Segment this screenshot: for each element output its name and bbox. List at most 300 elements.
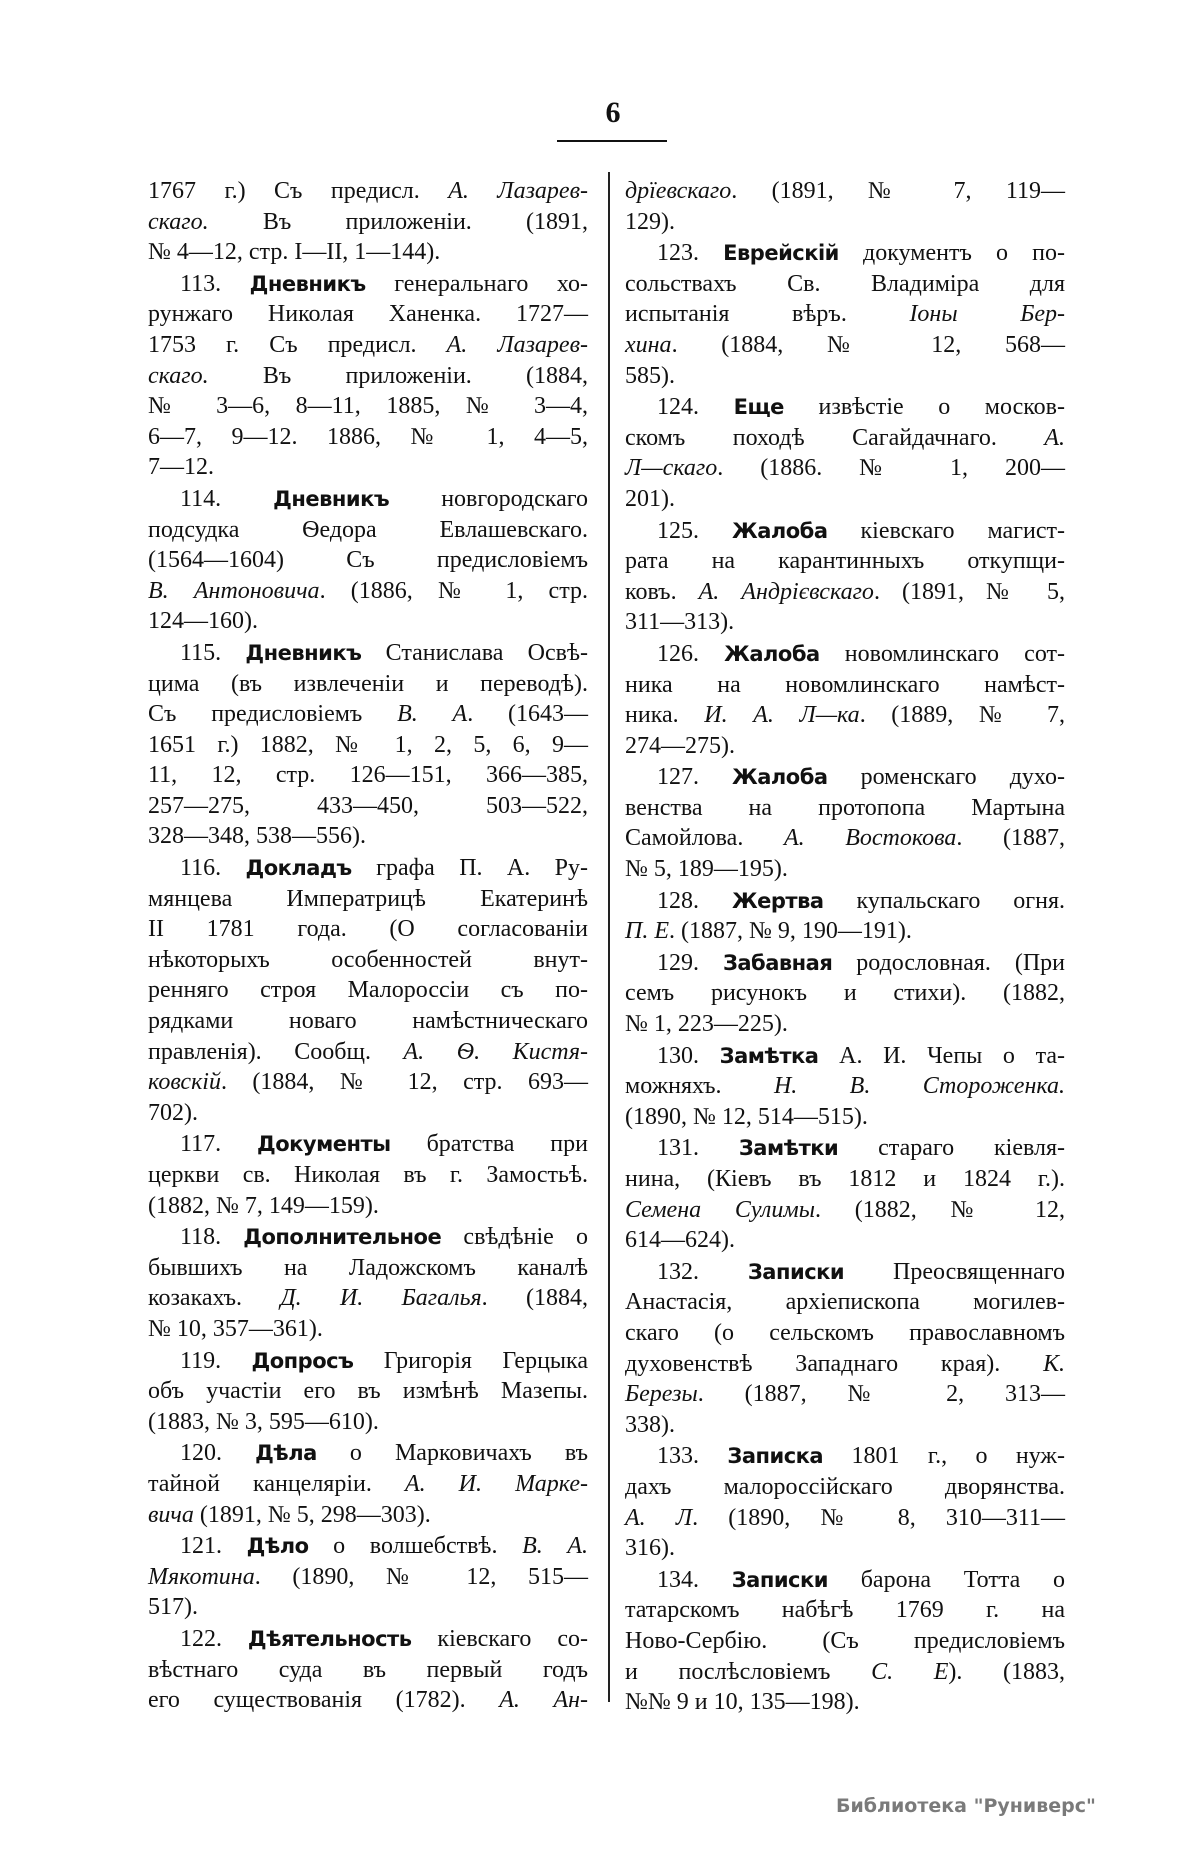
- author-name: Мякотина: [148, 1563, 255, 1590]
- author-name: А. Востокова: [783, 825, 957, 852]
- text-line: [625, 1041, 1065, 1072]
- entry-title: Докладъ: [245, 856, 352, 881]
- text-line: [625, 484, 1065, 515]
- text-line: [625, 1225, 1065, 1256]
- entry-title: Еврейскій: [723, 241, 839, 266]
- entry-text: Самойлова.: [625, 825, 784, 852]
- text-line: [148, 361, 588, 392]
- entry-text: 316).: [625, 1535, 675, 1562]
- entry-text: 131.: [657, 1135, 739, 1162]
- entry-text: 130.: [657, 1042, 720, 1069]
- author-name: А. Ан-: [499, 1687, 588, 1714]
- text-line: [148, 1500, 588, 1531]
- text-line: [625, 392, 1065, 423]
- entry-text: рядками новаго намѣстническаго: [148, 1008, 588, 1035]
- bibliography-entry: [625, 762, 1065, 884]
- entry-text: о Марковичахъ въ: [316, 1440, 588, 1467]
- entry-title: Записка: [727, 1444, 824, 1469]
- text-line: [148, 391, 588, 422]
- entry-text: рунжаго Николая Ханенка. 1727—: [148, 301, 588, 328]
- entry-title: Дневникъ: [249, 271, 366, 296]
- entry-text: цима (въ извлеченіи и переводѣ).: [148, 670, 588, 697]
- bibliography-entry: [625, 1257, 1065, 1441]
- text-line: [148, 1685, 588, 1716]
- entry-text: 6—7, 9—12. 1886, № 1, 4—5,: [148, 423, 588, 450]
- entry-text: . (1891, № 5,: [873, 578, 1066, 605]
- text-line: [625, 1410, 1065, 1441]
- text-line: [625, 1164, 1065, 1195]
- author-name: А. Ѳ. Кистя-: [403, 1038, 588, 1065]
- author-name: Д. И. Багалья: [280, 1285, 482, 1312]
- author-name: А. Андрієвскаго: [698, 578, 874, 605]
- text-line: [625, 361, 1065, 392]
- entry-text: можняхъ.: [625, 1073, 774, 1100]
- entry-text: 7—12.: [148, 454, 214, 481]
- text-line: [148, 176, 588, 207]
- entry-text: 117.: [180, 1131, 258, 1158]
- bibliography-entry: [625, 948, 1065, 1040]
- bibliography-entry: [625, 1041, 1065, 1133]
- text-line: [625, 1009, 1065, 1040]
- entry-title: Жалоба: [731, 518, 828, 543]
- entry-text: 132.: [657, 1258, 748, 1285]
- text-line: [148, 515, 588, 546]
- text-line: [625, 1195, 1065, 1226]
- page-number: 6: [605, 96, 621, 129]
- author-name: Березы: [625, 1381, 698, 1408]
- text-line: [148, 1067, 588, 1098]
- entry-text: . (1887, № 9, 190—191).: [669, 918, 912, 945]
- text-line: [625, 269, 1065, 300]
- text-line: [625, 793, 1065, 824]
- entry-text: . (1887,: [956, 825, 1065, 852]
- text-line: [625, 1657, 1065, 1688]
- bibliography-entry: [625, 176, 1065, 237]
- entry-text: Преосвященнаго: [844, 1258, 1065, 1285]
- entry-title: Замѣтка: [719, 1043, 819, 1068]
- text-line: [148, 299, 588, 330]
- text-line: [148, 669, 588, 700]
- text-line: [625, 176, 1065, 207]
- text-line: [625, 1533, 1065, 1564]
- author-name: К.: [1043, 1350, 1065, 1377]
- bibliography-entry: [148, 1624, 588, 1716]
- text-line: [148, 884, 588, 915]
- author-name: В. А.: [522, 1533, 589, 1560]
- text-line: [625, 546, 1065, 577]
- entry-text: нѣкоторыхъ особенностей внут-: [148, 946, 588, 973]
- text-line: [148, 1592, 588, 1623]
- text-line: [148, 452, 588, 483]
- entry-text: № 1, 223—225).: [625, 1011, 788, 1038]
- entry-text: объ участіи его въ измѣнѣ Мазепы.: [148, 1378, 588, 1405]
- text-line: [625, 670, 1065, 701]
- text-line: [625, 1257, 1065, 1288]
- text-line: [625, 423, 1065, 454]
- author-name: С. Е: [871, 1658, 949, 1685]
- entry-text: 118.: [180, 1224, 244, 1251]
- text-line: [625, 1595, 1065, 1626]
- entry-text: ковъ.: [625, 578, 699, 605]
- text-line: [148, 1283, 588, 1314]
- entry-text: 119.: [180, 1347, 252, 1374]
- text-line: [148, 1376, 588, 1407]
- entry-text: (1882, № 7, 149—159).: [148, 1192, 379, 1219]
- entry-text: . (1882, № 12,: [814, 1196, 1066, 1223]
- entry-text: Въ приложеніи. (1891,: [208, 208, 588, 235]
- text-line: [148, 1562, 588, 1593]
- entry-text: . (1891, № 7, 119—: [731, 178, 1065, 204]
- bibliography-entry: [625, 1441, 1065, 1563]
- text-line: [148, 914, 588, 945]
- author-name: А. И. Марке-: [404, 1470, 589, 1497]
- entry-text: о волшебствѣ.: [308, 1533, 523, 1560]
- text-line: [625, 639, 1065, 670]
- entry-title: Дневникъ: [273, 486, 390, 511]
- entry-text: № 10, 357—361).: [148, 1315, 323, 1342]
- text-line: [625, 516, 1065, 547]
- bibliography-entry: [625, 392, 1065, 514]
- text-line: [148, 1438, 588, 1469]
- text-line: [625, 700, 1065, 731]
- text-line: [148, 1531, 588, 1562]
- entry-text: новгородскаго: [389, 485, 588, 512]
- author-name: А.: [1044, 424, 1065, 451]
- entry-title: Еще: [733, 395, 784, 420]
- text-line: [148, 1098, 588, 1129]
- entry-text: Съ предисловіемъ: [148, 701, 398, 728]
- bibliography-entry: [148, 638, 588, 852]
- bibliography-entry: [148, 853, 588, 1128]
- text-line: [148, 1314, 588, 1345]
- entry-text: 134.: [657, 1566, 732, 1593]
- entry-text: козакахъ.: [148, 1285, 281, 1312]
- entry-text: его существованія (1782).: [148, 1687, 500, 1714]
- bibliography-entry: [148, 1129, 588, 1221]
- entry-text: 128.: [657, 887, 732, 914]
- bibliography-entry: [625, 238, 1065, 391]
- entry-text: нина, (Кіевъ въ 1812 и 1824 г.).: [625, 1166, 1065, 1192]
- entry-text: 115.: [180, 639, 246, 666]
- entry-text: вѣстнаго суда въ первый годъ: [148, 1656, 588, 1683]
- bibliography-entry: [148, 1222, 588, 1344]
- entry-text: ренняго строя Малороссіи съ по-: [148, 977, 588, 1004]
- entry-text: № 3—6, 8—11, 1885, № 3—4,: [148, 393, 588, 420]
- entry-text: Григорія Герцыка: [353, 1347, 589, 1374]
- text-line: [625, 299, 1065, 330]
- text-line: [625, 1472, 1065, 1503]
- entry-text: 127.: [657, 764, 733, 791]
- entry-text: (1891, № 5, 298—303).: [193, 1501, 431, 1528]
- entry-text: татарскомъ набѣгѣ 1769 г. на: [625, 1597, 1065, 1624]
- entry-text: ника.: [625, 702, 705, 729]
- header-rule: [557, 140, 667, 142]
- text-line: [625, 207, 1065, 238]
- text-line: [148, 638, 588, 669]
- entry-text: графа П. А. Ру-: [351, 855, 589, 882]
- entry-text: 201).: [625, 485, 675, 512]
- entry-text: . (1884,: [481, 1285, 588, 1312]
- author-name: Семена Сулимы: [625, 1196, 815, 1223]
- entry-text: и послѣсловіемъ: [625, 1658, 872, 1685]
- entry-title: Дѣла: [255, 1441, 317, 1466]
- text-line: [625, 1133, 1065, 1164]
- entry-title: Дополнительное: [243, 1225, 442, 1250]
- entry-text: барона Тотта о: [827, 1566, 1065, 1593]
- text-line: [148, 207, 588, 238]
- entry-text: . (1884, № 12, стр. 693—: [220, 1069, 588, 1096]
- text-line: [148, 422, 588, 453]
- entry-text: 328—348, 538—556).: [148, 823, 366, 850]
- entry-title: Дневникъ: [245, 640, 362, 665]
- text-line: [625, 1626, 1065, 1657]
- entry-title: Замѣтки: [738, 1136, 839, 1161]
- text-line: [625, 1102, 1065, 1133]
- text-line: [148, 1253, 588, 1284]
- text-line: [148, 1655, 588, 1686]
- text-line: [148, 791, 588, 822]
- entry-text: 1767 г.) Съ предисл.: [148, 178, 449, 204]
- text-line: [148, 576, 588, 607]
- author-name: Н. В. Стороженка.: [773, 1073, 1065, 1100]
- entry-text: 614—624).: [625, 1227, 735, 1254]
- text-line: [148, 821, 588, 852]
- text-line: [625, 1287, 1065, 1318]
- entry-text: рата на карантинныхъ откупщи-: [625, 548, 1065, 575]
- entry-text: . (1890, № 12, 515—: [254, 1563, 588, 1590]
- text-line: [625, 453, 1065, 484]
- bibliography-entry: [148, 269, 588, 483]
- entry-text: мянцева Императрицѣ Екатеринѣ: [148, 885, 588, 912]
- entry-text: . (1886. № 1, 200—: [717, 455, 1065, 482]
- entry-text: 114.: [180, 485, 274, 512]
- text-line: [625, 577, 1065, 608]
- entry-text: (1883, № 3, 595—610).: [148, 1408, 379, 1435]
- text-line: [625, 1318, 1065, 1349]
- author-name: В. Антоновича: [148, 577, 320, 604]
- text-line: [148, 237, 588, 268]
- bibliography-entry: [625, 516, 1065, 638]
- entry-text: II 1781 года. (О согласованіи: [148, 916, 588, 943]
- entry-text: 129).: [625, 208, 675, 235]
- author-name: В. А: [397, 701, 468, 728]
- entry-text: духовенствѣ Западнаго края).: [625, 1350, 1044, 1377]
- text-line: [148, 1346, 588, 1377]
- entry-text: 121.: [180, 1533, 247, 1560]
- entry-text: 1801 г., о нуж-: [823, 1443, 1065, 1470]
- author-name: вича: [148, 1501, 194, 1528]
- text-line: [148, 1006, 588, 1037]
- entry-text: кіевскаго магист-: [827, 517, 1065, 544]
- entry-text: . (1889, № 7,: [859, 702, 1066, 729]
- entry-text: Въ приложеніи. (1884,: [208, 362, 588, 389]
- text-line: [148, 484, 588, 515]
- entry-text: 311—313).: [625, 609, 735, 636]
- entry-text: генеральнаго хо-: [365, 270, 588, 297]
- text-line: [625, 731, 1065, 762]
- text-line: [625, 607, 1065, 638]
- entry-text: 116.: [180, 855, 246, 882]
- author-name: Іоны Бер-: [909, 301, 1065, 328]
- entry-text: № 4—12, стр. I—II, 1—144).: [148, 239, 441, 266]
- text-line: [625, 854, 1065, 885]
- entry-text: 585).: [625, 362, 675, 389]
- bibliography-entry: [625, 886, 1065, 947]
- text-line: [148, 330, 588, 361]
- entry-text: №№ 9 и 10, 135—198).: [625, 1689, 860, 1716]
- entry-text: семъ рисунокъ и стихи). (1882,: [625, 980, 1065, 1007]
- text-line: [625, 1349, 1065, 1380]
- text-line: [148, 1469, 588, 1500]
- entry-text: . (1886, № 1, стр.: [319, 577, 588, 604]
- entry-text: дахъ малороссійскаго дворянства.: [625, 1473, 1065, 1500]
- bibliography-entry: [625, 639, 1065, 761]
- right-column: [625, 176, 1065, 1719]
- entry-text: подсудка Ѳедора Евлашевскаго.: [148, 516, 588, 543]
- text-line: [625, 762, 1065, 793]
- entry-text: 257—275, 433—450, 503—522,: [148, 792, 588, 819]
- text-line: [148, 1407, 588, 1438]
- entry-text: ника на новомлинскаго намѣст-: [625, 671, 1065, 698]
- entry-text: . (1887, № 2, 313—: [697, 1381, 1065, 1408]
- entry-text: 1753 г. Съ предисл.: [148, 331, 447, 358]
- entry-text: 274—275).: [625, 732, 735, 759]
- bibliography-entry: [625, 1565, 1065, 1718]
- author-name: А. Лазарев-: [446, 331, 588, 358]
- entry-text: свѣдѣніе о: [441, 1224, 589, 1251]
- text-line: [625, 823, 1065, 854]
- author-name: скаго.: [148, 362, 209, 389]
- author-name: Л—скаго: [625, 455, 718, 482]
- entry-title: Допросъ: [251, 1348, 354, 1373]
- entry-text: 125.: [657, 517, 732, 544]
- entry-text: . (1890, № 8, 310—311—: [692, 1504, 1065, 1531]
- text-line: [625, 1687, 1065, 1718]
- entry-text: А. И. Чепы о та-: [818, 1042, 1066, 1069]
- bibliography-entry: [148, 1438, 588, 1530]
- bibliography-entry: [148, 484, 588, 637]
- text-line: [148, 1191, 588, 1222]
- entry-text: скаго (о сельскомъ православномъ: [625, 1319, 1065, 1346]
- entry-text: ). (1883,: [948, 1658, 1066, 1685]
- entry-text: (1564—1604) Съ предисловіемъ: [148, 547, 588, 574]
- entry-text: (1890, № 12, 514—515).: [625, 1103, 868, 1130]
- text-line: [148, 730, 588, 761]
- text-line: [625, 238, 1065, 269]
- entry-text: роменскаго духо-: [827, 764, 1065, 791]
- entry-text: братства при: [390, 1131, 588, 1158]
- text-line: [625, 978, 1065, 1009]
- entry-title: Жертва: [731, 888, 824, 913]
- author-name: П. Е: [625, 918, 669, 945]
- column-divider: [608, 172, 610, 1702]
- entry-title: Жалоба: [724, 641, 820, 666]
- entry-text: стараго кіевля-: [838, 1135, 1065, 1162]
- entry-text: 11, 12, стр. 126—151, 366—385,: [148, 762, 588, 789]
- text-line: [625, 1565, 1065, 1596]
- bibliography-entry: [148, 176, 588, 268]
- entry-title: Записки: [731, 1567, 828, 1592]
- entry-text: скомъ походѣ Сагайдачнаго.: [625, 424, 1045, 451]
- entry-text: кіевскаго со-: [411, 1625, 588, 1652]
- entry-text: Станислава Освѣ-: [361, 639, 589, 666]
- entry-title: Документы: [257, 1132, 391, 1157]
- entry-title: Дѣятельность: [247, 1626, 412, 1651]
- entry-text: извѣстіе о москов-: [783, 394, 1066, 421]
- entry-text: 338).: [625, 1411, 675, 1438]
- author-name: хина: [625, 331, 672, 358]
- entry-text: церкви св. Николая въ г. Замостьѣ.: [148, 1162, 588, 1188]
- entry-text: 120.: [180, 1440, 256, 1467]
- entry-text: сольствахъ Св. Владиміра для: [625, 270, 1065, 297]
- text-line: [625, 1379, 1065, 1410]
- entry-text: венства на протопопа Мартына: [625, 794, 1065, 821]
- text-line: [625, 916, 1065, 947]
- entry-text: новомлинскаго сот-: [819, 640, 1066, 667]
- entry-title: Записки: [747, 1259, 845, 1284]
- text-line: [148, 945, 588, 976]
- entry-text: тайной канцеляріи.: [148, 1470, 405, 1497]
- text-line: [625, 1441, 1065, 1472]
- entry-text: 133.: [657, 1443, 728, 1470]
- text-line: [625, 1503, 1065, 1534]
- library-watermark: Библиотека "Руниверс": [836, 1795, 1096, 1817]
- text-line: [148, 853, 588, 884]
- entry-text: 702).: [148, 1099, 198, 1126]
- entry-text: правленія). Сообщ.: [148, 1038, 404, 1065]
- author-name: дрїевскаго: [625, 178, 732, 204]
- entry-text: № 5, 189—195).: [625, 856, 788, 883]
- entry-text: 122.: [180, 1625, 248, 1652]
- text-line: [148, 1037, 588, 1068]
- entry-text: 124.: [657, 394, 734, 421]
- entry-title: Жалоба: [732, 765, 828, 790]
- entry-text: документъ о по-: [838, 240, 1065, 267]
- author-name: А. Л: [625, 1504, 693, 1531]
- entry-text: 129.: [657, 949, 723, 976]
- text-line: [148, 760, 588, 791]
- entry-text: родословная. (При: [832, 949, 1066, 976]
- text-line: [148, 699, 588, 730]
- text-line: [148, 545, 588, 576]
- author-name: А. Лазарев-: [448, 178, 588, 204]
- bibliography-entry: [148, 1346, 588, 1438]
- entry-text: 126.: [657, 640, 725, 667]
- entry-text: 123.: [657, 240, 724, 267]
- author-name: ковскій: [148, 1069, 221, 1096]
- text-line: [148, 1222, 588, 1253]
- author-name: И. А. Л—ка: [704, 702, 860, 729]
- entry-text: 517).: [148, 1594, 198, 1621]
- bibliography-entry: [625, 1133, 1065, 1255]
- text-line: [148, 269, 588, 300]
- text-line: [148, 606, 588, 637]
- entry-text: испытанія вѣръ.: [625, 301, 910, 328]
- entry-text: 124—160).: [148, 608, 258, 635]
- text-line: [148, 975, 588, 1006]
- entry-text: . (1884, № 12, 568—: [671, 331, 1065, 358]
- entry-title: Дѣло: [246, 1534, 309, 1559]
- entry-text: . (1643—: [467, 701, 588, 728]
- text-line: [625, 886, 1065, 917]
- entry-title: Забавная: [722, 950, 833, 975]
- text-line: [625, 1071, 1065, 1102]
- author-name: скаго.: [148, 208, 209, 235]
- left-column: [148, 176, 588, 1717]
- entry-text: бывшихъ на Ладожскомъ каналѣ: [148, 1254, 588, 1281]
- entry-text: Ново-Сербію. (Съ предисловіемъ: [625, 1627, 1065, 1654]
- entry-text: 1651 г.) 1882, № 1, 2, 5, 6, 9—: [148, 731, 588, 758]
